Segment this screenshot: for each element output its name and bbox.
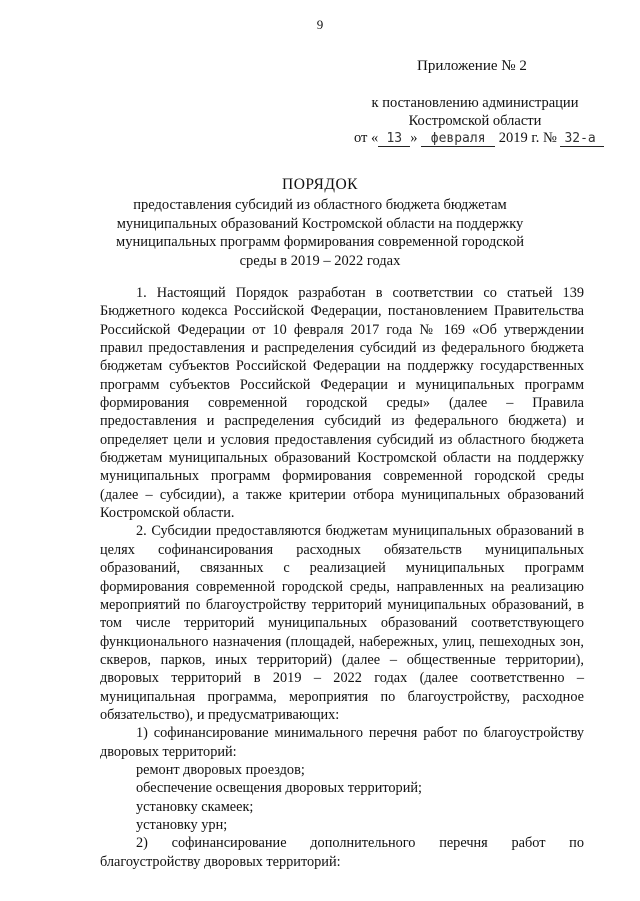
document-title: ПОРЯДОК <box>282 176 358 193</box>
document-body <box>100 284 584 871</box>
annex-reference <box>345 94 605 130</box>
paragraph-1: 1. Настоящий Порядок разработан в соответствии со статьей 139 Бюджетного кодекса Российской Федерации, постановлением Правительства Российской Федерации от 10 февраля 2017 года № 169 «Об утверждении правил предоставления и распределения субсидий из федерального бюджета бюджетам субъектов Российской Федерации на поддержку государственных программ субъектов Российской Федерации и муниципальных программ формирования современной городской среды» (далее – Правила предоставления и распределения субсидий из федерального бюджета) и определяет цели и условия предоставления субсидий из областного бюджета бюджетам муниципальных образований Костромской области на поддержку муниципальных программ формирования современной городской среды (далее – субсидии), а также критерии отбора муниципальных образований Костромской области. <box>100 285 584 522</box>
paragraph-sub-1: 1) софинансирование минимального перечня работ по благоустройству дворовых территорий: <box>100 725 584 760</box>
paragraph-sub-2: 2) софинансирование дополнительного перечня работ по благоустройству дворовых территорий: <box>100 835 584 870</box>
date-year-text: 2019 г. № <box>498 130 557 146</box>
date-quote-close: » <box>410 130 418 146</box>
document-subtitle: предоставления субсидий из областного бюджета бюджетам муниципальных образований Костромской области на поддержку муниципальных программ формирования современной городской среды в 2019 – 2022 годах <box>116 197 524 269</box>
list-item: установку урн; <box>136 816 228 833</box>
paragraph-2: 2. Субсидии предоставляются бюджетам муниципальных образований в целях софинансирования расходных обязательств муниципальных образований, связанных с реализацией муниципальных программ формирования современной городской среды, направленных на реализацию мероприятий по благоустройству территорий муниципальных образований, в том числе территорий муниципальных образований соответствующего функционального назначения (площадей, набережных, улиц, пешеходных зон, скверов, парков, иных территорий) (далее – общественные территории), дворовых территорий в 2019 – 2022 годах (далее соответственно – муниципальная программа, мероприятия по благоустройству, расходное обязательство), и предусматривающих: <box>100 523 584 723</box>
date-prefix: от « <box>354 130 379 146</box>
handwritten-number: 32-а <box>560 131 604 147</box>
annex-ref-line-2: Костромской области <box>408 113 542 129</box>
list-item: ремонт дворовых проездов; <box>136 761 305 778</box>
page-number: 9 <box>316 17 324 32</box>
handwritten-day: 13 <box>378 131 410 147</box>
handwritten-month: февраля <box>421 131 495 147</box>
annex-date-line <box>354 130 604 147</box>
list-item: обеспечение освещения дворовых территорий; <box>136 780 422 797</box>
annex-title: Приложение № 2 <box>417 58 527 74</box>
annex-ref-line-1: к постановлению администрации <box>371 95 579 111</box>
list-item: установку скамеек; <box>136 798 254 815</box>
